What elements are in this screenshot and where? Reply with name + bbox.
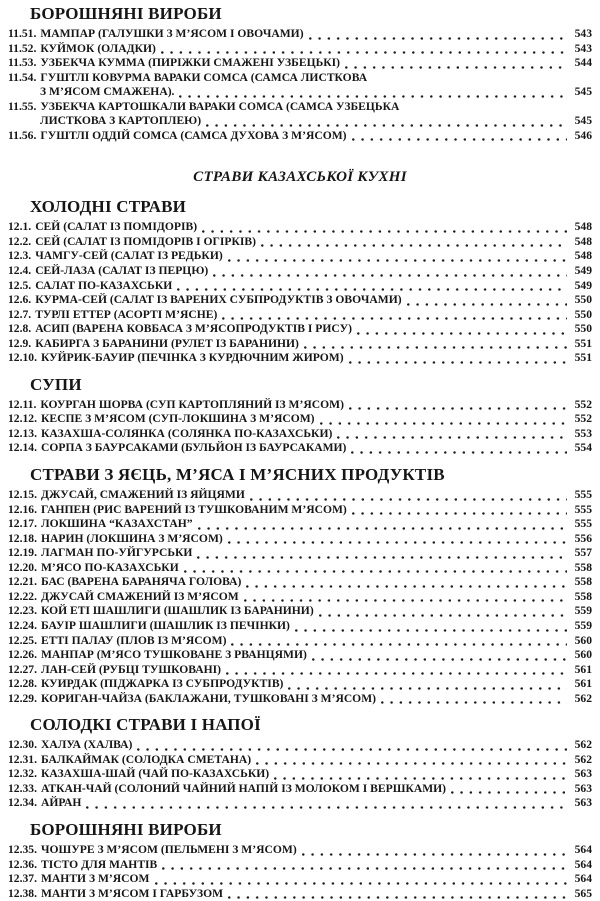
toc-entry: [8, 56, 592, 71]
entry-title: МАНТИ З М’ЯСОМ І ГАРБУЗОМ: [40, 886, 224, 900]
entry-number: 12.23.: [8, 604, 37, 618]
entry-number: 12.37.: [8, 872, 37, 886]
toc-entry: [8, 663, 592, 678]
section-heading: СОЛОДКІ СТРАВИ І НАПОЇ: [30, 715, 261, 735]
entry-page-number: 564: [574, 872, 592, 886]
entry-page-number: 550: [574, 293, 592, 307]
entry-page-number: 560: [574, 633, 592, 647]
dot-leader: [202, 230, 567, 233]
dot-leader: [337, 436, 567, 439]
entry-number: 12.6.: [8, 293, 32, 307]
toc-entry: [8, 503, 592, 518]
entry-page-number: 563: [574, 796, 592, 810]
entry-number: 12.11.: [8, 397, 37, 411]
dot-leader: [352, 512, 567, 515]
entry-number: 12.24.: [8, 618, 37, 632]
dot-leader: [184, 570, 567, 573]
entry-title: САЛАТ ПО-КАЗАХСЬКИ: [35, 278, 173, 292]
dot-leader: [179, 95, 567, 98]
entry-page-number: 561: [574, 677, 592, 691]
toc-entry: [8, 738, 592, 753]
entry-title: БАЛКАЙМАК (СОЛОДКА СМЕТАНА): [40, 752, 252, 766]
entry-page-number: 550: [574, 307, 592, 321]
entry-page-number: 543: [574, 27, 592, 40]
entry-page-number: 545: [574, 114, 592, 128]
toc-list: [8, 4, 592, 901]
dot-leader: [226, 672, 567, 675]
entry-title: КОУРГАН ШОРВА (СУП КАРТОПЛЯНИЙ ІЗ М’ЯСОМ): [40, 397, 344, 411]
entry-page-number: 555: [574, 517, 592, 531]
toc-entry: [8, 619, 592, 634]
entry-number: 12.8.: [8, 322, 32, 336]
toc-entry: [8, 517, 592, 532]
entry-title: ЧАМГУ-СЕЙ (САЛАТ ІЗ РЕДЬКИ): [35, 249, 223, 263]
toc-entry: [8, 100, 592, 115]
toc-entry: [8, 532, 592, 547]
toc-entry: [8, 27, 592, 42]
entry-number: 12.17.: [8, 517, 37, 531]
dot-leader: [161, 51, 567, 54]
entry-title: КОЙ ЕТІ ШАШЛИГИ (ШАШЛИК ІЗ БАРАНИНИ): [40, 604, 314, 618]
entry-page-number: 555: [574, 488, 592, 502]
dot-leader: [274, 777, 567, 780]
entry-page-number: 549: [574, 264, 592, 278]
toc-entry: [8, 279, 592, 294]
toc-entry: [8, 546, 592, 561]
entry-title: ЛАН-СЕЙ (РУБЦІ ТУШКОВАНІ): [40, 662, 222, 676]
toc-entry: [8, 351, 592, 366]
toc-entry: [8, 412, 592, 427]
entry-page-number: 563: [574, 781, 592, 795]
entry-number: 12.14.: [8, 441, 37, 455]
entry-number: 12.27.: [8, 662, 37, 676]
entry-page-number: 562: [574, 691, 592, 705]
dot-leader: [357, 332, 567, 335]
entry-page-number: 545: [574, 85, 592, 99]
entry-title-continued: ЛИСТКОВА З КАРТОПЛЕЮ): [40, 114, 202, 128]
dot-leader: [246, 585, 567, 588]
entry-number: 12.19.: [8, 546, 37, 560]
entry-title: ГАНПЕН (РИС ВАРЕНИЙ ІЗ ТУШКОВАНИМ М’ЯСОМ): [40, 502, 347, 516]
dot-leader: [352, 138, 567, 141]
toc-entry: [8, 677, 592, 692]
toc-entry: [8, 427, 592, 442]
entry-number: 12.3.: [8, 249, 32, 263]
toc-entry: [8, 887, 592, 901]
entry-number: 12.13.: [8, 426, 37, 440]
toc-entry: [8, 575, 592, 590]
dot-leader: [177, 288, 567, 291]
entry-page-number: 558: [574, 589, 592, 603]
entry-page-number: 553: [574, 426, 592, 440]
entry-number: 12.2.: [8, 234, 32, 248]
dot-leader: [197, 556, 567, 559]
dot-leader: [198, 527, 567, 530]
entry-page-number: 557: [574, 546, 592, 560]
dot-leader: [312, 658, 567, 661]
entry-number: 12.9.: [8, 336, 32, 350]
toc-entry: [8, 767, 592, 782]
entry-number: 12.1.: [8, 220, 32, 234]
entry-number: 12.33.: [8, 781, 37, 795]
entry-page-number: 554: [574, 441, 592, 455]
entry-title: ЧОШУРЕ З М’ЯСОМ (ПЕЛЬМЕНІ З М’ЯСОМ): [40, 842, 297, 856]
entry-number: 12.26.: [8, 648, 37, 662]
entry-page-number: 548: [574, 234, 592, 248]
entry-number: 12.38.: [8, 886, 37, 900]
entry-title: ЕТТІ ПАЛАУ (ПЛОВ ІЗ М’ЯСОМ): [40, 633, 227, 647]
toc-entry: [8, 293, 592, 308]
toc-entry: [8, 322, 592, 337]
section-heading: СТРАВИ З ЯЄЦЬ, М’ЯСА І М’ЯСНИХ ПРОДУКТІВ: [30, 465, 445, 485]
entry-title: ТІСТО ДЛЯ МАНТІВ: [40, 857, 158, 871]
entry-number: 12.10.: [8, 351, 37, 365]
entry-page-number: 548: [574, 220, 592, 234]
toc-entry: [8, 129, 592, 144]
dot-leader: [381, 701, 567, 704]
entry-title: БАС (ВАРЕНА БАРАНЯЧА ГОЛОВА): [40, 575, 242, 589]
dot-leader: [222, 317, 567, 320]
entry-page-number: 558: [574, 575, 592, 589]
toc-entry: [8, 235, 592, 250]
entry-title: ДЖУСАЙ СМАЖЕНИЙ ІЗ М’ЯСОМ: [40, 589, 239, 603]
section-heading: ХОЛОДНІ СТРАВИ: [30, 197, 187, 217]
entry-page-number: 549: [574, 278, 592, 292]
entry-title: ГУШТЛІ КОВУРМА ВАРАКИ СОМСА (САМСА ЛИСТКОВА: [40, 70, 368, 84]
dot-leader: [228, 541, 567, 544]
entry-title: КУЙРИК-БАУИР (ПЕЧІНКА З КУРДЮЧНИМ ЖИРОМ): [40, 351, 344, 365]
dot-leader: [244, 599, 567, 602]
section-heading: СУПИ: [30, 374, 82, 394]
entry-title: СЕЙ-ЛАЗА (САЛАТ ІЗ ПЕРЦЮ): [35, 264, 209, 278]
entry-title: КУИРДАК (ПІДЖАРКА ІЗ СУБПРОДУКТІВ): [40, 677, 284, 691]
dot-leader: [351, 451, 567, 454]
entry-number: 12.25.: [8, 633, 37, 647]
entry-page-number: 559: [574, 618, 592, 632]
entry-page-number: 548: [574, 249, 592, 263]
entry-title: НАРИН (ЛОКШИНА З М’ЯСОМ): [40, 531, 223, 545]
dot-leader: [231, 643, 567, 646]
entry-title: МАНПАР (М’ЯСО ТУШКОВАНЕ З РВАНЦЯМИ): [40, 648, 307, 662]
entry-title: ТУРЛІ ЕТТЕР (АСОРТІ М’ЯСНЕ): [35, 307, 218, 321]
toc-entry: [8, 843, 592, 858]
section-heading: БОРОШНЯНІ ВИРОБИ: [30, 819, 222, 839]
dot-leader: [304, 346, 567, 349]
entry-page-number: 552: [574, 397, 592, 411]
toc-entry: [8, 858, 592, 873]
entry-number: 12.34.: [8, 796, 37, 810]
entry-title: М’ЯСО ПО-КАЗАХСЬКИ: [40, 560, 179, 574]
entry-title: КУЙМОК (ОЛАДКИ): [40, 41, 156, 55]
entry-title: СЕЙ (САЛАТ ІЗ ПОМІДОРІВ І ОГІРКІВ): [35, 234, 257, 248]
entry-title: УЗБЕКЧА КУММА (ПИРІЖКИ СМАЖЕНІ УЗБЕЦЬКІ): [40, 56, 341, 70]
dot-leader: [345, 66, 567, 69]
entry-title: ДЖУСАЙ, СМАЖЕНИЙ ІЗ ЯЙЦЯМИ: [40, 488, 245, 502]
entry-number: 12.12.: [8, 412, 37, 426]
toc-entry: [8, 71, 592, 86]
entry-number: 12.36.: [8, 857, 37, 871]
entry-number: 11.53.: [8, 56, 37, 70]
entry-page-number: 561: [574, 662, 592, 676]
entry-number: 12.32.: [8, 767, 37, 781]
dot-leader: [250, 498, 567, 501]
entry-title: МАНТИ З М’ЯСОМ: [40, 872, 150, 886]
entry-page-number: 543: [574, 41, 592, 55]
entry-number: 11.56.: [8, 128, 37, 142]
entry-title: КЕСПЕ З М’ЯСОМ (СУП-ЛОКШИНА З М’ЯСОМ): [40, 412, 315, 426]
entry-title: КОРИГАН-ЧАЙЗА (БАКЛАЖАНИ, ТУШКОВАНІ З М’ЯСОМ): [40, 691, 377, 705]
dot-leader: [349, 361, 567, 364]
dot-leader: [213, 274, 567, 277]
entry-number: 12.22.: [8, 589, 37, 603]
entry-page-number: 552: [574, 412, 592, 426]
toc-entry-continuation: [8, 114, 592, 129]
chapter-heading: СТРАВИ КАЗАХСЬКОЇ КУХНІ: [193, 169, 407, 186]
entry-title: ЛАГМАН ПО-УЙГУРСЬКИ: [40, 546, 193, 560]
dot-leader: [319, 614, 567, 617]
dot-leader: [320, 422, 567, 425]
entry-page-number: 559: [574, 604, 592, 618]
entry-title-continued: З М’ЯСОМ СМАЖЕНА).: [40, 85, 175, 99]
entry-number: 11.55.: [8, 99, 37, 113]
entry-title: ГУШТЛІ ОДДІЙ СОМСА (САМСА ДУХОВА З М’ЯСОМ): [40, 128, 347, 142]
dot-leader: [256, 762, 567, 765]
entry-page-number: 556: [574, 531, 592, 545]
dot-leader: [288, 687, 567, 690]
toc-entry: [8, 872, 592, 887]
dot-leader: [261, 244, 567, 247]
entry-number: 12.28.: [8, 677, 37, 691]
toc-entry: [8, 634, 592, 649]
entry-title: КУРМА-СЕЙ (САЛАТ ІЗ ВАРЕНИХ СУБПРОДУКТІВ З ОВОЧАМИ): [35, 293, 402, 307]
dot-leader: [86, 806, 567, 809]
dot-leader: [407, 303, 567, 306]
entry-page-number: 563: [574, 767, 592, 781]
entry-page-number: 544: [574, 56, 592, 70]
entry-page-number: 555: [574, 502, 592, 516]
entry-number: 12.21.: [8, 575, 37, 589]
entry-number: 12.29.: [8, 691, 37, 705]
entry-title: УЗБЕКЧА КАРТОШКАЛИ ВАРАКИ СОМСА (САМСА УЗБЕЦЬКА: [40, 99, 400, 113]
entry-number: 11.52.: [8, 41, 37, 55]
dot-leader: [228, 259, 567, 262]
toc-entry: [8, 488, 592, 503]
toc-entry: [8, 337, 592, 352]
entry-number: 12.4.: [8, 264, 32, 278]
entry-title: АЙРАН: [40, 796, 82, 810]
toc-entry: [8, 264, 592, 279]
entry-page-number: 562: [574, 752, 592, 766]
entry-page-number: 546: [574, 128, 592, 142]
entry-number: 12.7.: [8, 307, 32, 321]
toc-entry: [8, 561, 592, 576]
toc-entry: [8, 249, 592, 264]
toc-entry: [8, 692, 592, 707]
entry-number: 12.35.: [8, 842, 37, 856]
toc-entry: [8, 42, 592, 57]
dot-leader: [302, 853, 567, 856]
toc-entry: [8, 308, 592, 323]
entry-number: 12.18.: [8, 531, 37, 545]
entry-page-number: 560: [574, 648, 592, 662]
toc-entry: [8, 441, 592, 456]
toc-entry: [8, 648, 592, 663]
entry-title: КАБИРГА З БАРАНИНИ (РУЛЕТ ІЗ БАРАНИНИ): [35, 336, 299, 350]
entry-title: СОРПА З БАУРСАКАМИ (БУЛЬЙОН ІЗ БАУРСАКАМИ): [40, 441, 347, 455]
toc-entry: [8, 796, 592, 811]
toc-entry-continuation: [8, 85, 592, 100]
dot-leader: [309, 37, 567, 40]
entry-title: АТКАН-ЧАЙ (СОЛОНИЙ ЧАЙНИЙ НАПІЙ ІЗ МОЛОКОМ І ВЕРШКАМИ): [40, 781, 447, 795]
toc-entry: [8, 782, 592, 797]
entry-page-number: 564: [574, 842, 592, 856]
dot-leader: [137, 748, 567, 751]
entry-number: 11.51.: [8, 27, 37, 40]
dot-leader: [155, 882, 568, 885]
entry-title: ХАЛУА (ХАЛВА): [40, 738, 133, 752]
entry-page-number: 564: [574, 857, 592, 871]
entry-title: МАМПАР (ГАЛУШКИ З М’ЯСОМ І ОВОЧАМИ): [40, 27, 304, 40]
entry-page-number: 558: [574, 560, 592, 574]
entry-number: 12.20.: [8, 560, 37, 574]
toc-entry: [8, 220, 592, 235]
entry-number: 11.54.: [8, 70, 37, 84]
toc-entry: [8, 604, 592, 619]
entry-title: ЛОКШИНА “КАЗАХСТАН”: [40, 517, 193, 531]
entry-title: КАЗАХША-СОЛЯНКА (СОЛЯНКА ПО-КАЗАХСЬКИ): [40, 426, 333, 440]
dot-leader: [295, 629, 567, 632]
toc-entry: [8, 753, 592, 768]
entry-title: АСИП (ВАРЕНА КОВБАСА З М’ЯСОПРОДУКТІВ І РИСУ): [35, 322, 352, 336]
entry-number: 12.16.: [8, 502, 37, 516]
entry-page-number: 551: [574, 351, 592, 365]
entry-title: БАУІР ШАШЛИГИ (ШАШЛИК ІЗ ПЕЧІНКИ): [40, 618, 290, 632]
entry-number: 12.15.: [8, 488, 37, 502]
toc-entry: [8, 590, 592, 605]
entry-page-number: 565: [574, 886, 592, 900]
entry-number: 12.5.: [8, 278, 32, 292]
dot-leader: [228, 896, 567, 899]
entry-number: 12.30.: [8, 738, 37, 752]
section-heading: БОРОШНЯНІ ВИРОБИ: [30, 4, 222, 23]
dot-leader: [206, 124, 567, 127]
entry-page-number: 562: [574, 738, 592, 752]
toc-entry: [8, 398, 592, 413]
entry-number: 12.31.: [8, 752, 37, 766]
dot-leader: [451, 791, 567, 794]
entry-title: СЕЙ (САЛАТ ІЗ ПОМІДОРІВ): [35, 220, 198, 234]
dot-leader: [162, 867, 567, 870]
entry-page-number: 550: [574, 322, 592, 336]
dot-leader: [349, 407, 567, 410]
entry-title: КАЗАХША-ШАЙ (ЧАЙ ПО-КАЗАХСЬКИ): [40, 767, 270, 781]
entry-page-number: 551: [574, 336, 592, 350]
